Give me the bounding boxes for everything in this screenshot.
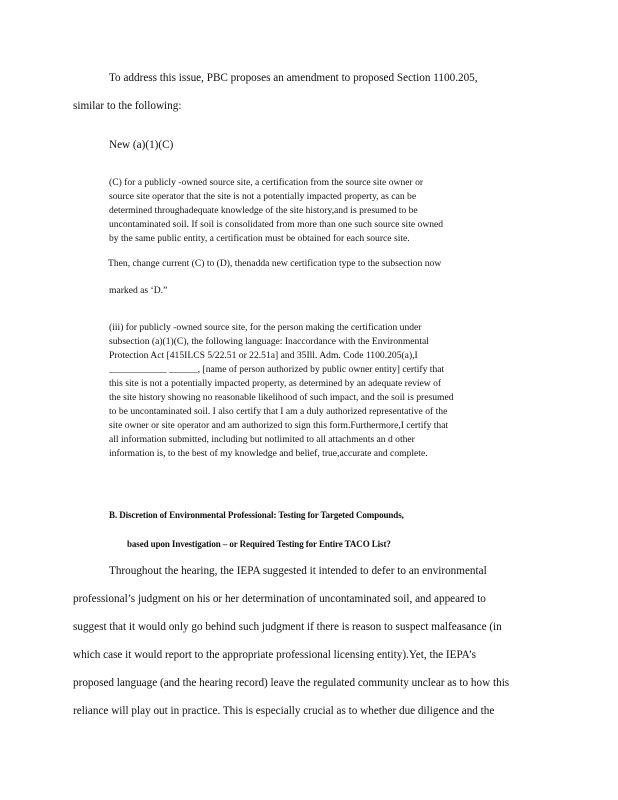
intro-line-1: To address this issue, PBC proposes an amendment to proposed Section 1100.205, (109, 72, 478, 84)
paragraph-iii-line: ____________ ______, [name of person authorized by public owner entity] certify that (109, 364, 445, 375)
paragraph-iii-line: this site is not a potentially impacted property, as determined by an adequate review of (109, 378, 442, 389)
paragraph-c-line: (C) for a publicly -owned source site, a certification from the source site owner or (109, 177, 424, 188)
new-subsection-heading: New (a)(1)(C) (109, 139, 174, 151)
paragraph-iii-line: (iii) for publicly -owned source site, for the person making the certification under (109, 322, 422, 333)
instruction-line: Then, change current (C) to (D), thenadda new certification type to the subsection now (108, 258, 442, 269)
paragraph-iii-line: the site history showing no reasonable likelihood of such impact, and the soil is presumed (109, 392, 454, 403)
body-line: proposed language (and the hearing record) leave the regulated community unclear as to how this (73, 677, 510, 689)
body-line: Throughout the hearing, the IEPA suggested it intended to defer to an environmental (109, 565, 487, 577)
paragraph-c-line: source site operator that the site is not a potentially impacted property, as can be (109, 191, 417, 202)
intro-line-2: similar to the following: (73, 100, 182, 112)
paragraph-c-line: determined throughadequate knowledge of the site history,and is presumed to be (109, 205, 418, 216)
section-b-heading: B. Discretion of Environmental Professional: Testing for Targeted Compounds, (109, 510, 404, 520)
paragraph-iii-line: Protection Act [415ILCS 5/22.51 or 22.51a] and 35Ill. Adm. Code 1100.205(a),I (109, 350, 418, 361)
body-line: which case it would report to the appropriate professional licensing entity).Yet, the IEPA’s (73, 649, 476, 661)
paragraph-iii-line: subsection (a)(1)(C), the following language: Inaccordance with the Environmental (109, 336, 429, 347)
body-line: professional’s judgment on his or her determination of uncontaminated soil, and appeared to (73, 593, 486, 605)
body-line: suggest that it would only go behind such judgment if there is reason to suspect malfeasance (in (73, 621, 502, 633)
paragraph-iii-line: site owner or site operator and am authorized to sign this form.Furthermore,I certify that (109, 420, 449, 431)
paragraph-c-line: by the same public entity, a certification must be obtained for each source site. (109, 233, 410, 244)
paragraph-iii-line: information is, to the best of my knowledge and belief, true,accurate and complete. (109, 448, 428, 459)
paragraph-iii-line: all information submitted, including but notlimited to all attachments an d other (109, 434, 415, 445)
paragraph-c-line: uncontaminated soil. If soil is consolidated from more than one such source site owned (109, 219, 444, 230)
instruction-line: marked as ‘D.” (109, 285, 168, 296)
body-line: reliance will play out in practice. This is especially crucial as to whether due diligence and the (73, 705, 495, 717)
section-b-heading-continued: based upon Investigation – or Required Testing for Entire TACO List? (127, 539, 391, 549)
paragraph-iii-line: to be uncontaminated soil. I also certify that I am a duly authorized representative of the (109, 406, 448, 417)
